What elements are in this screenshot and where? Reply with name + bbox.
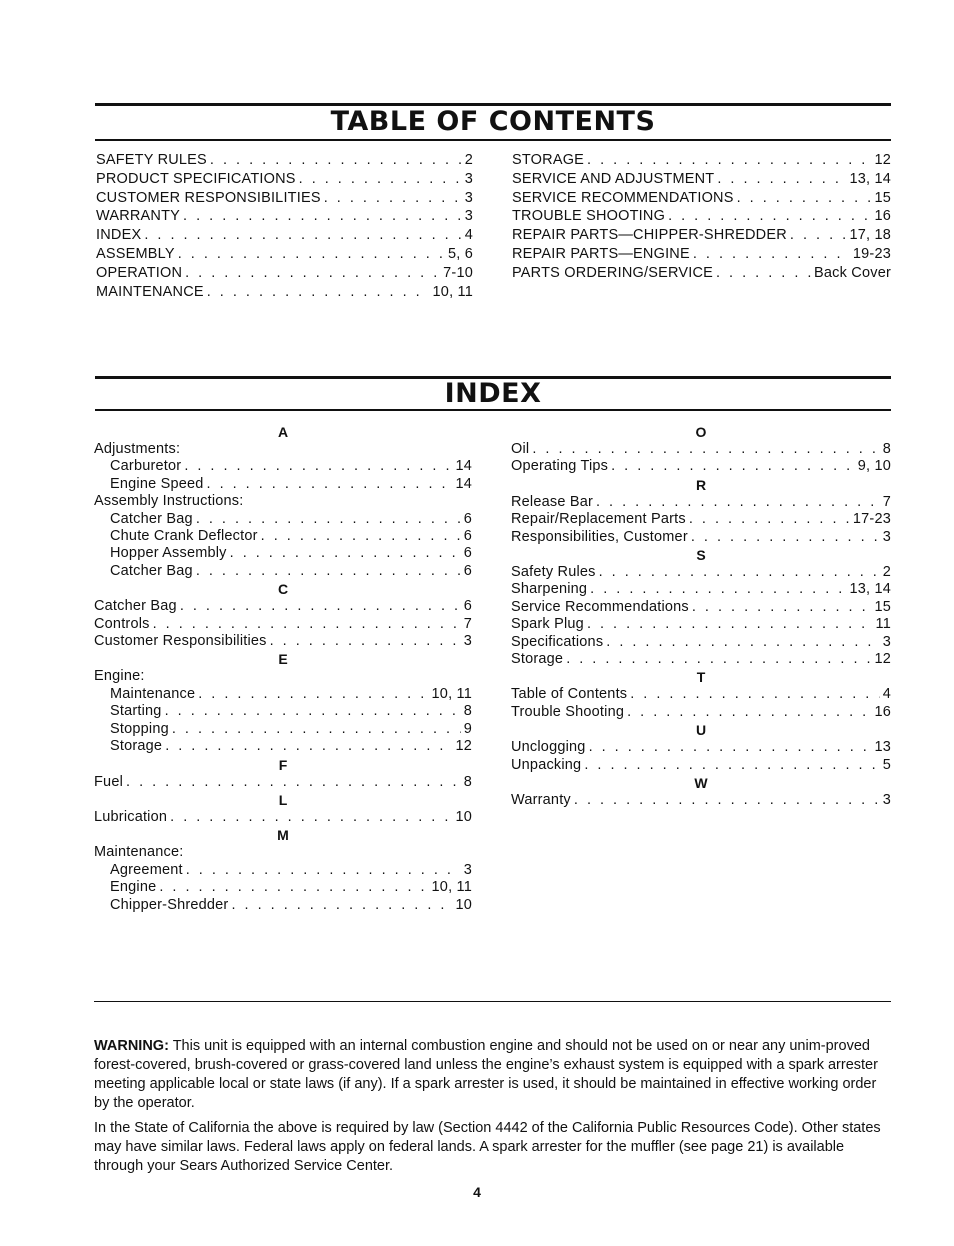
index-letter-heading: R (695, 476, 707, 493)
index-entry-page: 3 (463, 861, 472, 878)
dot-leader (717, 170, 846, 189)
toc-entry-page: 3 (464, 189, 473, 206)
index-entry-page: 11 (875, 616, 891, 633)
index-subentry (94, 458, 472, 475)
index-entry-page: 9, 10 (857, 458, 891, 475)
dot-leader (210, 151, 462, 170)
index-letter-heading: T (696, 669, 706, 686)
toc-entry (512, 245, 891, 264)
index-entry-page: 6 (463, 562, 472, 579)
toc-entry (96, 151, 473, 170)
toc-entry-page: Back Cover (814, 264, 891, 281)
dot-leader (668, 207, 871, 226)
index-entry-label: Release Bar (511, 493, 593, 510)
dot-leader (691, 529, 880, 546)
dot-leader (178, 245, 445, 264)
dot-leader (165, 738, 452, 755)
toc-entry (96, 170, 473, 189)
index-subentry (94, 563, 472, 580)
dot-leader (589, 739, 872, 756)
index-entry-page: 6 (463, 510, 472, 527)
dot-leader (270, 633, 461, 650)
index-subentry (94, 738, 472, 755)
warning-text-1: This unit is equipped with an internal combustion engine and should not be used on or near any unim-proved forest-covered, brush-covered or grass-covered land unless the engine’s exhaust system is equipped with a spark arrester meeting applicable local or state laws (if any). If a spark arrester is used, it should be maintained in effective working order by the operator. (94, 1038, 878, 1111)
index-group-label: Assembly Instructions: (94, 493, 244, 510)
dot-leader (230, 545, 461, 562)
index-entry-page: 4 (882, 686, 891, 703)
dot-leader (184, 458, 452, 475)
index-entry-label: Warranty (511, 792, 571, 809)
index-entry-label: Fuel (94, 773, 124, 790)
index-entry-page: 10 (455, 896, 472, 913)
toc-entry-label: PARTS ORDERING/SERVICE (512, 264, 713, 281)
dot-leader (596, 494, 880, 511)
index-entry-label: Specifications (511, 633, 604, 650)
dot-leader (186, 862, 461, 879)
index-entry-page: 10 (455, 808, 472, 825)
dot-leader (689, 511, 850, 528)
index-subentry (94, 897, 472, 914)
index-entry-page: 9 (463, 720, 472, 737)
index-entry-page: 5 (882, 756, 891, 773)
index-entry (511, 458, 891, 475)
toc-entry (512, 207, 891, 226)
dot-leader (737, 189, 872, 208)
index-letter-heading: O (695, 424, 707, 440)
index-entry-label: Operating Tips (511, 458, 609, 475)
index-entry (511, 634, 891, 651)
index-group-heading (94, 844, 472, 861)
dot-leader (172, 721, 461, 738)
dot-leader (599, 564, 880, 581)
index-entry-label: Customer Responsibilities (94, 633, 267, 650)
dot-leader (587, 616, 873, 633)
index-entry-page: 13 (874, 739, 891, 756)
dot-leader (153, 616, 461, 633)
dot-leader (630, 686, 879, 703)
index-entry-label: Repair/Replacement Parts (511, 511, 686, 528)
index-title: INDEX (444, 378, 542, 409)
index-letter-heading: S (696, 547, 706, 564)
index-entry (511, 651, 891, 668)
index-entry (511, 792, 891, 809)
dot-leader (627, 704, 871, 721)
toc-entry-page: 19-23 (852, 245, 891, 262)
toc-left-column (96, 151, 473, 301)
index-subentry (94, 721, 472, 738)
index-entry-label: Oil (511, 441, 530, 457)
index-entry (511, 511, 891, 528)
toc-entry (96, 189, 473, 208)
index-subentry (94, 879, 472, 896)
toc-entry-label: CUSTOMER RESPONSIBILITIES (96, 189, 321, 206)
index-entry-label: Stopping (110, 720, 169, 737)
index-bottom-rule (95, 409, 891, 411)
page-number: 4 (473, 1184, 481, 1200)
dot-leader (606, 634, 879, 651)
dot-leader (566, 651, 871, 668)
dot-leader (231, 897, 452, 914)
dot-leader (299, 170, 462, 189)
toc-entry-label: SAFETY RULES (96, 152, 207, 168)
index-right-column (511, 423, 891, 810)
toc-entry-page: 2 (464, 152, 473, 168)
dot-leader (693, 245, 850, 264)
toc-entry-page: 17, 18 (849, 227, 891, 244)
dot-leader (324, 189, 462, 208)
index-entry-label: Catcher Bag (110, 510, 193, 527)
toc-entry (512, 189, 891, 208)
toc-entry (96, 207, 473, 226)
toc-entry-label: STORAGE (512, 152, 585, 168)
index-entry (511, 616, 891, 633)
index-entry-label: Safety Rules (511, 564, 596, 581)
index-entry (511, 739, 891, 756)
toc-entry-page: 5, 6 (448, 245, 473, 262)
toc-entry-page: 3 (464, 170, 473, 187)
index-entry-label: Sharpening (511, 581, 588, 598)
index-entry (94, 598, 472, 615)
toc-entry (96, 245, 473, 264)
warning-label: WARNING: (94, 1038, 169, 1054)
warning-paragraph-1 (94, 1037, 894, 1113)
index-entry-page: 10, 11 (431, 685, 472, 702)
dot-leader (183, 207, 462, 226)
index-letter-heading: M (277, 827, 289, 844)
index-entry-page: 13, 14 (849, 581, 891, 598)
index-entry-page: 7 (882, 493, 891, 510)
index-entry-label: Table of Contents (511, 686, 628, 703)
index-entry-page: 3 (882, 528, 891, 545)
index-entry (511, 686, 891, 703)
toc-entry-page: 12 (874, 152, 891, 168)
index-entry-page: 15 (874, 598, 891, 615)
toc-entry-page: 15 (874, 189, 891, 206)
toc-entry (512, 151, 891, 170)
dot-leader (692, 599, 872, 616)
dot-leader (207, 283, 430, 302)
index-entry-page: 8 (463, 703, 472, 720)
index-entry-label: Maintenance (110, 685, 196, 702)
index-entry-page: 12 (874, 651, 891, 668)
index-group-heading (94, 493, 472, 510)
index-entry-page: 8 (463, 773, 472, 790)
index-letter-heading: L (278, 791, 288, 808)
index-subentry (94, 511, 472, 528)
index-entry (511, 704, 891, 721)
toc-entry-page: 13, 14 (849, 170, 891, 187)
dot-leader (716, 264, 811, 283)
index-group-label: Maintenance: (94, 844, 184, 861)
index-entry-label: Catcher Bag (94, 598, 177, 615)
toc-entry-label: ASSEMBLY (96, 245, 175, 262)
toc-entry-label: TROUBLE SHOOTING (512, 208, 666, 225)
dot-leader (590, 581, 846, 598)
toc-entry-label: REPAIR PARTS—CHIPPER-SHREDDER (512, 227, 787, 244)
toc-entry (512, 264, 891, 283)
toc-entry-label: WARRANTY (96, 208, 181, 225)
dot-leader (207, 476, 453, 493)
index-entry-label: Catcher Bag (110, 562, 193, 579)
index-entry (511, 494, 891, 511)
index-subentry (94, 862, 472, 879)
index-letter-heading: F (278, 756, 288, 773)
index-left-column (94, 423, 472, 914)
toc-entry-page: 3 (464, 208, 473, 225)
toc-title: TABLE OF CONTENTS (330, 106, 656, 137)
toc-entry (96, 283, 473, 302)
index-entry-label: Unclogging (511, 739, 586, 756)
index-subentry (94, 686, 472, 703)
toc-entry (96, 226, 473, 245)
toc-entry-page: 7-10 (443, 264, 473, 281)
dot-leader (165, 703, 461, 720)
index-entry-page: 17-23 (852, 511, 891, 528)
toc-entry-label: MAINTENANCE (96, 283, 204, 300)
index-entry-label: Engine (110, 879, 157, 896)
dot-leader (170, 809, 452, 826)
toc-entry (96, 264, 473, 283)
index-group-heading (94, 668, 472, 685)
toc-entry-page: 16 (874, 208, 891, 225)
index-entry (511, 441, 891, 458)
index-entry-page: 16 (874, 703, 891, 720)
toc-entry-label: INDEX (96, 227, 142, 244)
index-group-heading (94, 441, 472, 458)
index-entry-page: 10, 11 (431, 879, 472, 896)
index-letter-heading: C (277, 581, 289, 598)
index-entry-label: Chipper-Shredder (110, 896, 229, 913)
dot-leader (185, 264, 440, 283)
index-entry-label: Engine Speed (110, 475, 204, 492)
index-entry (511, 757, 891, 774)
toc-entry-label: OPERATION (96, 264, 183, 281)
index-subentry (94, 703, 472, 720)
index-letter-heading: U (695, 722, 707, 739)
index-subentry (94, 476, 472, 493)
index-entry-label: Chute Crank Deflector (110, 528, 258, 545)
dot-leader (198, 686, 428, 703)
index-entry (94, 774, 472, 791)
dot-leader (180, 598, 461, 615)
index-letter-heading: E (278, 651, 288, 668)
index-entry-page: 14 (455, 458, 472, 475)
toc-bottom-rule (95, 139, 891, 141)
index-entry-label: Carburetor (110, 458, 182, 475)
index-entry-page: 14 (455, 475, 472, 492)
dot-leader (532, 441, 879, 458)
index-entry-label: Storage (110, 738, 163, 755)
index-entry-page: 6 (463, 545, 472, 562)
dot-leader (584, 757, 879, 774)
index-entry-page: 12 (455, 738, 472, 755)
toc-entry-label: REPAIR PARTS—ENGINE (512, 245, 690, 262)
index-entry-page: 6 (463, 528, 472, 545)
index-entry (511, 599, 891, 616)
toc-entry-label: PRODUCT SPECIFICATIONS (96, 170, 296, 187)
index-entry-page: 6 (463, 598, 472, 615)
dot-leader (196, 511, 461, 528)
index-entry-label: Service Recommendations (511, 598, 689, 615)
dot-leader (790, 226, 847, 245)
dot-leader (574, 792, 880, 809)
index-entry-page: 7 (463, 615, 472, 632)
index-entry (94, 616, 472, 633)
index-entry-page: 8 (882, 441, 891, 457)
dot-leader (261, 528, 461, 545)
dot-leader (144, 226, 461, 245)
index-entry-label: Controls (94, 615, 150, 632)
index-entry-page: 2 (882, 564, 891, 581)
index-entry-label: Starting (110, 703, 162, 720)
index-entry-label: Hopper Assembly (110, 545, 227, 562)
toc-entry-label: SERVICE RECOMMENDATIONS (512, 189, 734, 206)
index-entry-label: Unpacking (511, 756, 582, 773)
index-letter-heading: A (277, 424, 289, 440)
index-subentry (94, 545, 472, 562)
index-entry (511, 529, 891, 546)
index-entry-label: Trouble Shooting (511, 703, 625, 720)
index-entry (94, 633, 472, 650)
index-entry-label: Agreement (110, 861, 183, 878)
index-subentry (94, 528, 472, 545)
dot-leader (196, 563, 461, 580)
index-letter-heading: W (694, 775, 708, 792)
toc-entry-page: 10, 11 (432, 283, 473, 300)
index-entry (94, 809, 472, 826)
index-entry (511, 581, 891, 598)
index-entry-page: 3 (463, 633, 472, 650)
index-entry-label: Lubrication (94, 808, 168, 825)
index-group-label: Adjustments: (94, 441, 181, 457)
index-entry-label: Storage (511, 651, 564, 668)
index-entry-page: 3 (882, 633, 891, 650)
warning-divider (94, 1001, 891, 1002)
index-entry-label: Spark Plug (511, 616, 584, 633)
warning-paragraph-2: In the State of California the above is required by law (Section 4442 of the California Public Resources Code). Other states may have similar laws. Federal laws apply on federal lands. A spark arrester for the muffler (see page 21) is available through your Sears Authorized Service Center. (94, 1120, 881, 1174)
toc-entry-page: 4 (464, 227, 473, 244)
index-entry (511, 564, 891, 581)
dot-leader (587, 151, 871, 170)
index-entry-label: Responsibilities, Customer (511, 528, 688, 545)
toc-entry (512, 170, 891, 189)
dot-leader (611, 458, 855, 475)
toc-entry-label: SERVICE AND ADJUSTMENT (512, 170, 715, 187)
toc-right-column (512, 151, 891, 283)
dot-leader (159, 879, 428, 896)
index-group-label: Engine: (94, 668, 145, 685)
index-entry-page: 3 (882, 792, 891, 809)
dot-leader (126, 774, 461, 791)
warning-block (94, 1037, 894, 1182)
toc-entry (512, 226, 891, 245)
